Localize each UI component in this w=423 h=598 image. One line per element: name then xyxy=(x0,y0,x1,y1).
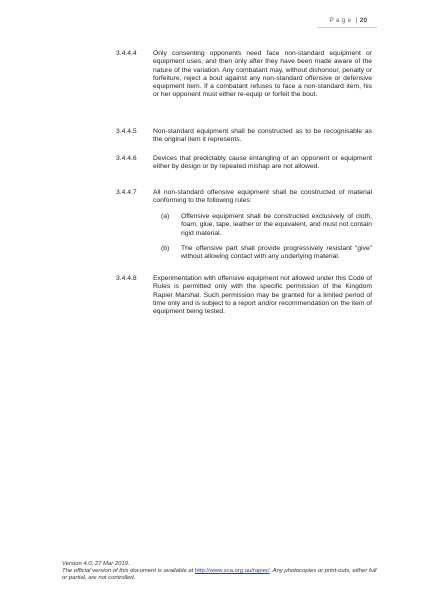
footer-official-suffix: . Any photocopies or print-outs, either full or partial, are not controlled. xyxy=(62,568,377,582)
section-text: Non-standard equipment shall be constructed as to be recognisable as the original item it represents. xyxy=(153,128,372,144)
footer xyxy=(62,561,378,583)
section-text: All non-standard offensive equipment shall be constructed of material conforming to the following rules: xyxy=(153,189,372,205)
footer-url-link[interactable]: http://www.sca.org.au/rapier/ xyxy=(194,568,270,575)
section-3-4-4-4 xyxy=(116,50,372,100)
section-number: 3.4.4.5 xyxy=(116,128,137,135)
page-header xyxy=(329,17,367,24)
section-3-4-4-8 xyxy=(116,275,372,316)
subitem-letter: (a) xyxy=(161,213,170,220)
subitem-text: The offensive part shall provide progressively resistant “give” without allowing contact with any underlying material. xyxy=(181,245,372,261)
page-label: Page xyxy=(329,17,354,24)
footer-notice xyxy=(62,568,378,582)
section-number: 3.4.4.8 xyxy=(116,275,137,282)
section-number: 3.4.4.4 xyxy=(116,50,137,57)
section-3-4-4-7 xyxy=(116,189,372,206)
section-text: Devices that predictably cause entangling of an opponent or equipment either by design or by repeated mishap are not allowed. xyxy=(153,155,372,171)
header-rule xyxy=(318,27,377,28)
section-number: 3.4.4.6 xyxy=(116,155,137,162)
section-number: 3.4.4.7 xyxy=(116,189,137,196)
subitem-b xyxy=(161,245,372,262)
page-separator: | xyxy=(355,17,358,24)
subitem-a xyxy=(161,213,372,238)
section-3-4-4-6 xyxy=(116,155,372,172)
footer-official-prefix: The official version of this document is available at xyxy=(62,568,194,575)
page-number: 20 xyxy=(359,17,367,24)
section-text: Only consenting opponents need face non-standard equipment or equipment uses, and then only after they have been made aware of the nature of the variation. Any combatant may, without dishonour, penalty or forfeiture, reject a bout against any non-standard offensive or defensive equipment item. If a combatant refuses to face a non-standard item, his or her opponent must either re-equip or forfeit the bout. xyxy=(153,50,372,99)
subitem-letter: (b) xyxy=(161,245,170,252)
footer-version: Version 4.0, 27 Mar 2019. xyxy=(62,561,130,567)
section-3-4-4-5 xyxy=(116,128,372,145)
section-text: Experimentation with offensive equipment not allowed under this Code of Rules is permitted only with the specific permission of the Kingdom Rapier Marshal. Such permission may be granted for a limited period of time only and is subject to a report and/or recommendation on the item of equipment being tested. xyxy=(153,275,372,316)
subitem-text: Offensive equipment shall be constructed exclusively of cloth, foam, glue, tape, leather or the equivalent, and must not contain rigid material. xyxy=(181,213,372,237)
